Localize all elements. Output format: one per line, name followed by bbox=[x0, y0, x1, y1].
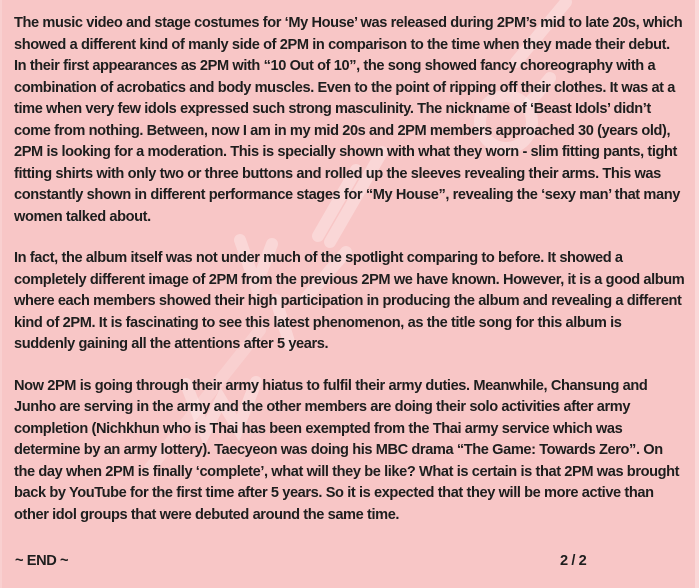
footer bbox=[0, 551, 699, 575]
end-marker: ~ END ~ bbox=[15, 553, 69, 569]
page-number: 2 / 2 bbox=[560, 553, 587, 569]
paragraph-1: The music video and stage costumes for ‘My House’ was released during 2PM’s mid to late 20s, which showed a different kind of manly side of 2PM in comparison to the time when they made their debut. In their first appearances as 2PM with “10 Out of 10”, the song showed fancy choreography with a combination of acrobatics and body muscles. Even to the point of ripping off their clothes. It was at a time when very few idols expressed such strong masculinity. The nickname of ‘Beast Idols’ didn’t come from nothing. Between, now I am in my mid 20s and 2PM members approached 30 (years old), 2PM is looking for a moderation. This is specially shown with what they worn - slim fitting pants, tight fitting shirts with only two or three buttons and rolled up the sleeves revealing their arms. This was constantly shown in different performance stages for “My House”, revealing the ‘sexy man’ that many women talked about. bbox=[14, 15, 683, 225]
paragraph-3: Now 2PM is going through their army hiatus to fulfil their army duties. Meanwhile, Chansung and Junho are serving in the army and the other members are doing their solo activities after army completion (Nichkhun who is Thai has been exempted from the Thai army service which was determine by an army lottery). Taecyeon was doing his MBC drama “The Game: Towards Zero”. On the day when 2PM is finally ‘complete’, what will they be like? What is certain is that 2PM was brought back by YouTube for the first time after 5 years. So it is expected that they will be more active than other idol groups that were debuted around the same time. bbox=[14, 377, 680, 523]
paragraph-2: In fact, the album itself was not under much of the spotlight comparing to before. It showed a completely different image of 2PM from the previous 2PM we have known. However, it is a good album where each members showed their high participation in producing the album and revealing a different kind of 2PM. It is fascinating to see this latest phenomenon, as the title song for this album is suddenly gaining all the attentions after 5 years. bbox=[14, 250, 685, 352]
